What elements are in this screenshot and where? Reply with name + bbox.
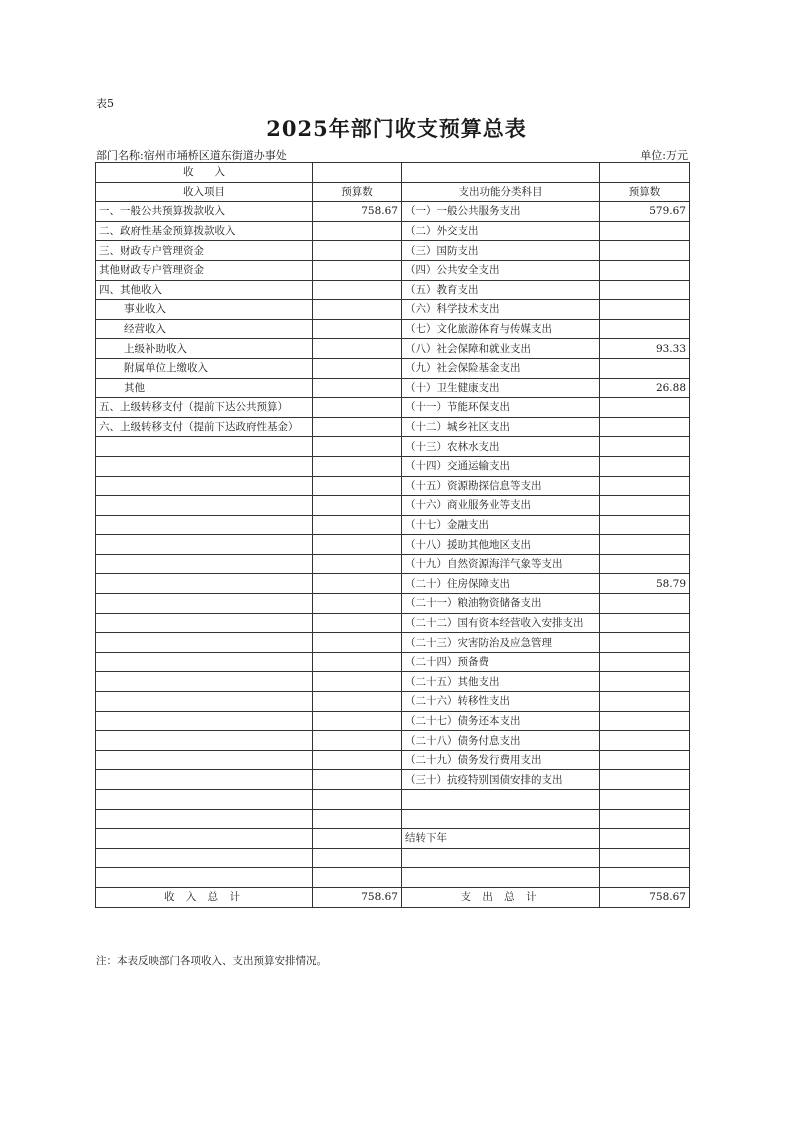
income-amount-cell [313,496,402,516]
expense-amount-cell [600,829,690,849]
table-row [96,202,690,222]
expense-item-cell [402,809,600,829]
expense-amount-header: 预算数 [600,182,690,202]
income-group-header: 收 入 [96,163,313,183]
expense-total-label: 支 出 总 计 [402,887,600,907]
table-row [96,711,690,731]
income-item-cell: 附属单位上缴收入 [96,358,313,378]
expense-amount-cell [600,652,690,672]
expense-item-cell: （九）社会保险基金支出 [402,358,600,378]
income-amount-cell [313,319,402,339]
expense-item-cell: （十五）资源勘探信息等支出 [402,476,600,496]
income-item-cell [96,554,313,574]
empty-cell [402,163,600,183]
expense-amount-cell: 26.88 [600,378,690,398]
income-item-cell [96,496,313,516]
table-row [96,731,690,751]
expense-amount-cell [600,848,690,868]
income-item-cell: 上级补助收入 [96,339,313,359]
income-item-header: 收入项目 [96,182,313,202]
table-row [96,535,690,555]
income-item-cell [96,692,313,712]
expense-item-cell: （二十七）债务还本支出 [402,711,600,731]
expense-amount-cell [600,456,690,476]
income-item-cell: 经营收入 [96,319,313,339]
table-row [96,770,690,790]
income-item-cell [96,594,313,614]
expense-item-cell: （二十一）粮油物资储备支出 [402,594,600,614]
income-item-cell [96,809,313,829]
table-row [96,241,690,261]
income-amount-cell [313,652,402,672]
expense-item-header: 支出功能分类科目 [402,182,600,202]
income-amount-cell [313,809,402,829]
expense-item-cell: （二十六）转移性支出 [402,692,600,712]
expense-item-cell: （十八）援助其他地区支出 [402,535,600,555]
income-item-cell [96,633,313,653]
income-item-cell [96,790,313,810]
income-item-cell: 事业收入 [96,300,313,320]
income-amount-cell [313,358,402,378]
expense-amount-cell [600,711,690,731]
income-item-cell [96,711,313,731]
table-row [96,848,690,868]
expense-item-cell: （十一）节能环保支出 [402,398,600,418]
total-row [96,887,690,907]
expense-item-cell: （三十）抗疫特别国债安排的支出 [402,770,600,790]
footnote: 注：本表反映部门各项收入、支出预算安排情况。 [96,955,327,967]
budget-summary-table [95,162,690,908]
expense-item-cell [402,790,600,810]
expense-amount-cell [600,672,690,692]
income-amount-cell [313,221,402,241]
expense-amount-cell [600,535,690,555]
expense-amount-cell [600,241,690,261]
income-amount-cell [313,594,402,614]
income-item-cell: 一、一般公共预算拨款收入 [96,202,313,222]
income-amount-cell [313,790,402,810]
expense-amount-cell [600,731,690,751]
income-amount-cell [313,554,402,574]
expense-amount-cell [600,790,690,810]
income-amount-cell [313,672,402,692]
header-row [96,182,690,202]
income-amount-cell [313,339,402,359]
expense-amount-cell [600,594,690,614]
expense-amount-cell: 58.79 [600,574,690,594]
table-row [96,280,690,300]
income-amount-cell [313,868,402,888]
expense-amount-cell [600,221,690,241]
expense-item-cell: （二）外交支出 [402,221,600,241]
table-row [96,496,690,516]
expense-item-cell: （十二）城乡社区支出 [402,417,600,437]
table-row [96,398,690,418]
expense-item-cell: （十九）自然资源海洋气象等支出 [402,554,600,574]
table-row [96,750,690,770]
table-row [96,692,690,712]
income-item-cell [96,750,313,770]
expense-amount-cell [600,358,690,378]
table-row [96,456,690,476]
page-title: 2025年部门收支预算总表 [266,116,527,141]
income-amount-cell [313,535,402,555]
income-item-cell [96,829,313,849]
table-number-label: 表5 [96,97,114,110]
department-name: 部门名称:宿州市埇桥区道东街道办事处 [96,149,287,162]
income-item-cell [96,868,313,888]
table-row [96,300,690,320]
table-row [96,221,690,241]
expense-item-cell: （一）一般公共服务支出 [402,202,600,222]
table-row [96,417,690,437]
income-item-cell: 四、其他收入 [96,280,313,300]
expense-item-cell: （十六）商业服务业等支出 [402,496,600,516]
expense-item-cell: （二十四）预备费 [402,652,600,672]
table-row [96,554,690,574]
income-item-cell [96,456,313,476]
expense-amount-cell [600,633,690,653]
income-item-cell: 其他 [96,378,313,398]
table-row [96,672,690,692]
expense-item-cell [402,848,600,868]
income-amount-cell [313,515,402,535]
expense-amount-cell [600,770,690,790]
table-row [96,790,690,810]
income-amount-cell [313,574,402,594]
expense-item-cell: （六）科学技术支出 [402,300,600,320]
income-amount-cell [313,692,402,712]
income-amount-cell [313,241,402,261]
table-row [96,319,690,339]
expense-item-cell: （二十八）债务付息支出 [402,731,600,751]
expense-item-cell: （四）公共安全支出 [402,260,600,280]
table-row [96,868,690,888]
income-item-cell [96,437,313,457]
income-amount-cell [313,378,402,398]
income-item-cell [96,476,313,496]
income-amount-cell [313,260,402,280]
expense-item-cell: （三）国防支出 [402,241,600,261]
income-item-cell [96,574,313,594]
income-amount-cell [313,417,402,437]
income-amount-cell [313,848,402,868]
table-row [96,594,690,614]
table-row [96,633,690,653]
expense-amount-cell [600,260,690,280]
table-row [96,574,690,594]
income-item-cell [96,652,313,672]
income-amount-cell: 758.67 [313,202,402,222]
income-amount-header: 预算数 [313,182,402,202]
expense-item-cell: 结转下年 [402,829,600,849]
income-amount-cell [313,770,402,790]
expense-item-cell: （二十三）灾害防治及应急管理 [402,633,600,653]
expense-item-cell: （二十）住房保障支出 [402,574,600,594]
income-item-cell [96,515,313,535]
income-item-cell [96,770,313,790]
income-amount-cell [313,731,402,751]
table-row [96,260,690,280]
expense-item-cell: （二十五）其他支出 [402,672,600,692]
expense-amount-cell [600,300,690,320]
income-amount-cell [313,476,402,496]
income-amount-cell [313,711,402,731]
table-row [96,378,690,398]
expense-amount-cell [600,750,690,770]
income-amount-cell [313,398,402,418]
table-row [96,437,690,457]
income-amount-cell [313,750,402,770]
header-group-row [96,163,690,183]
expense-total-amount: 758.67 [600,887,690,907]
expense-amount-cell [600,809,690,829]
expense-amount-cell [600,417,690,437]
expense-amount-cell: 93.33 [600,339,690,359]
table-row [96,613,690,633]
income-amount-cell [313,280,402,300]
expense-item-cell: （十）卫生健康支出 [402,378,600,398]
table-row [96,476,690,496]
income-item-cell: 二、政府性基金预算拨款收入 [96,221,313,241]
income-amount-cell [313,300,402,320]
expense-item-cell: （七）文化旅游体育与传媒支出 [402,319,600,339]
income-amount-cell [313,633,402,653]
expense-amount-cell [600,437,690,457]
income-item-cell [96,672,313,692]
income-item-cell: 其他财政专户管理资金 [96,260,313,280]
income-item-cell [96,613,313,633]
income-item-cell [96,535,313,555]
income-amount-cell [313,829,402,849]
expense-amount-cell [600,515,690,535]
expense-item-cell: （二十九）债务发行费用支出 [402,750,600,770]
table-row [96,829,690,849]
income-item-cell: 五、上级转移支付（提前下达公共预算） [96,398,313,418]
expense-item-cell: （十四）交通运输支出 [402,456,600,476]
table-row [96,339,690,359]
expense-item-cell: （十三）农林水支出 [402,437,600,457]
expense-item-cell: （五）教育支出 [402,280,600,300]
income-item-cell: 三、财政专户管理资金 [96,241,313,261]
income-amount-cell [313,456,402,476]
expense-amount-cell [600,398,690,418]
table-row [96,515,690,535]
expense-amount-cell: 579.67 [600,202,690,222]
income-item-cell [96,848,313,868]
expense-amount-cell [600,613,690,633]
table-row [96,809,690,829]
table-row [96,358,690,378]
expense-amount-cell [600,692,690,712]
empty-cell [313,163,402,183]
income-item-cell: 六、上级转移支付（提前下达政府性基金） [96,417,313,437]
expense-amount-cell [600,868,690,888]
income-total-label: 收 入 总 计 [96,887,313,907]
expense-amount-cell [600,319,690,339]
income-total-amount: 758.67 [313,887,402,907]
expense-amount-cell [600,554,690,574]
expense-item-cell: （八）社会保障和就业支出 [402,339,600,359]
income-amount-cell [313,437,402,457]
expense-amount-cell [600,476,690,496]
income-amount-cell [313,613,402,633]
expense-item-cell: （十七）金融支出 [402,515,600,535]
table-row [96,652,690,672]
empty-cell [600,163,690,183]
expense-amount-cell [600,280,690,300]
expense-item-cell: （二十二）国有资本经营收入安排支出 [402,613,600,633]
income-item-cell [96,731,313,751]
expense-amount-cell [600,496,690,516]
unit-label: 单位:万元 [640,149,688,162]
expense-item-cell [402,868,600,888]
